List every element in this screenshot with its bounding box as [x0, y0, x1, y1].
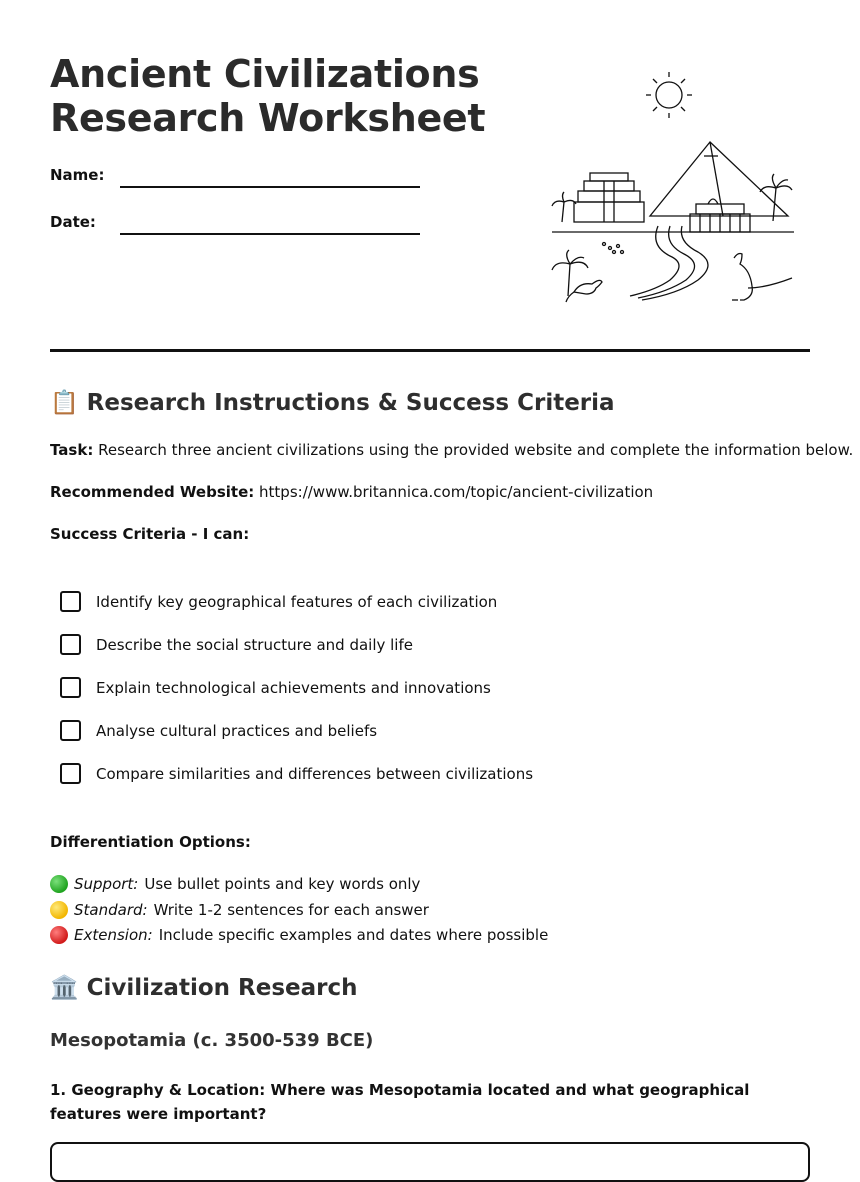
- criteria-item[interactable]: [60, 634, 413, 655]
- differentiation-heading: Differentiation Options:: [50, 833, 251, 851]
- criteria-text: Identify key geographical features of each civilization: [96, 592, 498, 611]
- website-paragraph: [50, 483, 653, 501]
- ziggurat-icon: [574, 173, 644, 222]
- ancient-landscape-illustration: [548, 66, 800, 306]
- research-heading: [50, 974, 358, 1001]
- website-label: Recommended Website:: [50, 483, 255, 501]
- task-text: Research three ancient civilizations using the provided website and complete the information below.: [98, 441, 854, 459]
- red-circle-icon: [50, 926, 68, 944]
- kangaroo-icon: [732, 254, 792, 301]
- header-divider: [50, 349, 810, 352]
- task-label: Task:: [50, 441, 94, 459]
- checkbox[interactable]: [60, 677, 81, 698]
- criteria-heading: Success Criteria - I can:: [50, 525, 250, 543]
- criteria-item[interactable]: [60, 591, 497, 612]
- worksheet-title: [50, 52, 485, 140]
- criteria-text: Analyse cultural practices and beliefs: [96, 721, 378, 740]
- clipboard-icon: 📋: [50, 390, 79, 416]
- river-icon: [630, 226, 708, 300]
- differentiation-support: [50, 875, 420, 893]
- task-paragraph: [50, 441, 853, 459]
- civilization-title: Mesopotamia (c. 3500-539 BCE): [50, 1030, 374, 1051]
- criteria-item[interactable]: [60, 677, 491, 698]
- green-circle-icon: [50, 875, 68, 893]
- criteria-item[interactable]: [60, 763, 533, 784]
- pyramid-icon: [650, 142, 788, 216]
- checkbox[interactable]: [60, 634, 81, 655]
- criteria-item[interactable]: [60, 720, 377, 741]
- yellow-circle-icon: [50, 901, 68, 919]
- date-field[interactable]: [120, 233, 420, 235]
- small-animal-icon: [566, 280, 602, 302]
- website-url[interactable]: https://www.britannica.com/topic/ancient-civilization: [259, 483, 654, 501]
- rocks-icon: [603, 243, 624, 254]
- level-label: Support:: [74, 875, 139, 893]
- title-line-2: Research Worksheet: [50, 96, 486, 140]
- checkbox[interactable]: [60, 591, 81, 612]
- differentiation-extension: [50, 926, 548, 944]
- research-heading-text: Civilization Research: [86, 974, 358, 1001]
- instructions-heading-text: Research Instructions & Success Criteria: [86, 389, 615, 416]
- classical-building-icon: 🏛️: [50, 975, 79, 1001]
- answer-box[interactable]: [50, 1142, 810, 1182]
- checkbox[interactable]: [60, 720, 81, 741]
- criteria-text: Compare similarities and differences between civilizations: [96, 764, 534, 783]
- checkbox[interactable]: [60, 763, 81, 784]
- level-text: Write 1-2 sentences for each answer: [153, 901, 429, 919]
- title-line-1: Ancient Civilizations: [50, 52, 480, 96]
- question-1: 1. Geography & Location: Where was Mesopotamia located and what geographical features were important?: [50, 1081, 750, 1123]
- date-label: Date:: [50, 213, 96, 231]
- level-label: Standard:: [74, 901, 148, 919]
- name-label: Name:: [50, 166, 105, 184]
- criteria-text: Describe the social structure and daily life: [96, 635, 413, 654]
- criteria-text: Explain technological achievements and innovations: [96, 678, 491, 697]
- instructions-heading: [50, 389, 615, 416]
- level-text: Use bullet points and key words only: [144, 875, 421, 893]
- level-label: Extension:: [74, 926, 153, 944]
- name-field[interactable]: [120, 186, 420, 188]
- differentiation-standard: [50, 901, 429, 919]
- sun-icon: [646, 72, 692, 118]
- level-text: Include specific examples and dates where possible: [158, 926, 549, 944]
